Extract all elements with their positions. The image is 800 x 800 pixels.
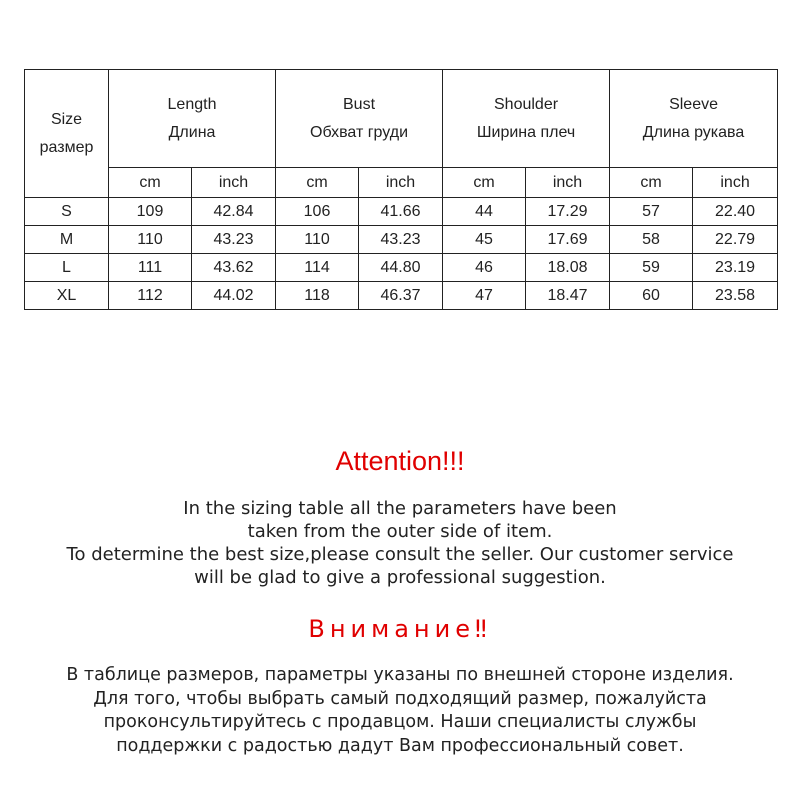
- unit-cell: cm: [109, 168, 192, 198]
- table-cell: 41.66: [359, 198, 443, 226]
- table-cell: 106: [276, 198, 359, 226]
- length-header-cell: [109, 70, 276, 168]
- size-label-cell: XL: [25, 282, 109, 310]
- table-cell: 110: [109, 226, 192, 254]
- table-cell: 44.02: [192, 282, 276, 310]
- sleeve-header-en: Sleeve: [669, 95, 718, 113]
- unit-cell: cm: [610, 168, 693, 198]
- table-cell: 59: [610, 254, 693, 282]
- table-cell: 45: [443, 226, 526, 254]
- notice-ru-paragraph: [0, 664, 800, 758]
- bust-header-ru: Обхват груди: [310, 123, 409, 141]
- notice-line: In the sizing table all the parameters have been: [183, 498, 617, 519]
- shoulder-header-cell: [443, 70, 610, 168]
- size-header-en: Size: [50, 110, 83, 128]
- table-cell: 46.37: [359, 282, 443, 310]
- table-cell: 44: [443, 198, 526, 226]
- table-cell: 43.62: [192, 254, 276, 282]
- notice-line: To determine the best size,please consult the seller. Our customer service: [66, 544, 734, 565]
- sleeve-header-ru: Длина рукава: [642, 123, 745, 141]
- table-cell: 23.58: [693, 282, 778, 310]
- attention-title-en: Attention!!!: [335, 446, 465, 476]
- notice-line: Для того, чтобы выбрать самый подходящий размер, пожалуйста: [93, 688, 707, 709]
- shoulder-header-en: Shoulder: [494, 95, 559, 113]
- table-row: [25, 254, 778, 282]
- size-label-cell: L: [25, 254, 109, 282]
- size-header-ru: размер: [39, 138, 94, 156]
- table-cell: 111: [109, 254, 192, 282]
- unit-row: [25, 168, 778, 198]
- table-cell: 18.08: [526, 254, 610, 282]
- notice-en-paragraph-2: [0, 543, 800, 589]
- table-cell: 112: [109, 282, 192, 310]
- table-cell: 22.40: [693, 198, 778, 226]
- size-label-cell: S: [25, 198, 109, 226]
- attention-title-ru: Внимание‼: [308, 615, 492, 643]
- table-cell: 18.47: [526, 282, 610, 310]
- table-cell: 23.19: [693, 254, 778, 282]
- shoulder-header-ru: Ширина плеч: [476, 123, 576, 141]
- bust-header-en: Bust: [343, 95, 376, 113]
- table-cell: 44.80: [359, 254, 443, 282]
- table-cell: 17.29: [526, 198, 610, 226]
- unit-cell: inch: [693, 168, 778, 198]
- notice-line: taken from the outer side of item.: [247, 521, 553, 542]
- table-cell: 60: [610, 282, 693, 310]
- unit-cell: inch: [526, 168, 610, 198]
- size-label-cell: M: [25, 226, 109, 254]
- sleeve-header-cell: [610, 70, 778, 168]
- table-row: [25, 198, 778, 226]
- table-cell: 58: [610, 226, 693, 254]
- table-cell: 46: [443, 254, 526, 282]
- table-cell: 114: [276, 254, 359, 282]
- length-header-ru: Длина: [168, 123, 216, 141]
- table-cell: 42.84: [192, 198, 276, 226]
- notice-en-paragraph-1: [0, 497, 800, 543]
- table-cell: 17.69: [526, 226, 610, 254]
- notice-line: В таблице размеров, параметры указаны по внешней стороне изделия.: [66, 665, 734, 685]
- table-cell: 109: [109, 198, 192, 226]
- notice-line: will be glad to give a professional suggestion.: [194, 567, 606, 588]
- unit-cell: cm: [443, 168, 526, 198]
- unit-cell: cm: [276, 168, 359, 198]
- notice-line: проконсультируйтесь с продавцом. Наши специалисты службы: [103, 712, 697, 732]
- table-cell: 22.79: [693, 226, 778, 254]
- table-row: [25, 226, 778, 254]
- length-header-en: Length: [167, 95, 217, 113]
- unit-cell: inch: [359, 168, 443, 198]
- table-cell: 47: [443, 282, 526, 310]
- notice-line: поддержки с радостью дадут Вам профессиональный совет.: [116, 735, 684, 756]
- table-cell: 110: [276, 226, 359, 254]
- size-chart-table: [24, 69, 778, 310]
- unit-cell: inch: [192, 168, 276, 198]
- table-cell: 43.23: [192, 226, 276, 254]
- table-cell: 118: [276, 282, 359, 310]
- size-header-cell: [25, 70, 109, 198]
- table-header-row: [25, 70, 778, 168]
- bust-header-cell: [276, 70, 443, 168]
- table-row: [25, 282, 778, 310]
- table-cell: 57: [610, 198, 693, 226]
- table-cell: 43.23: [359, 226, 443, 254]
